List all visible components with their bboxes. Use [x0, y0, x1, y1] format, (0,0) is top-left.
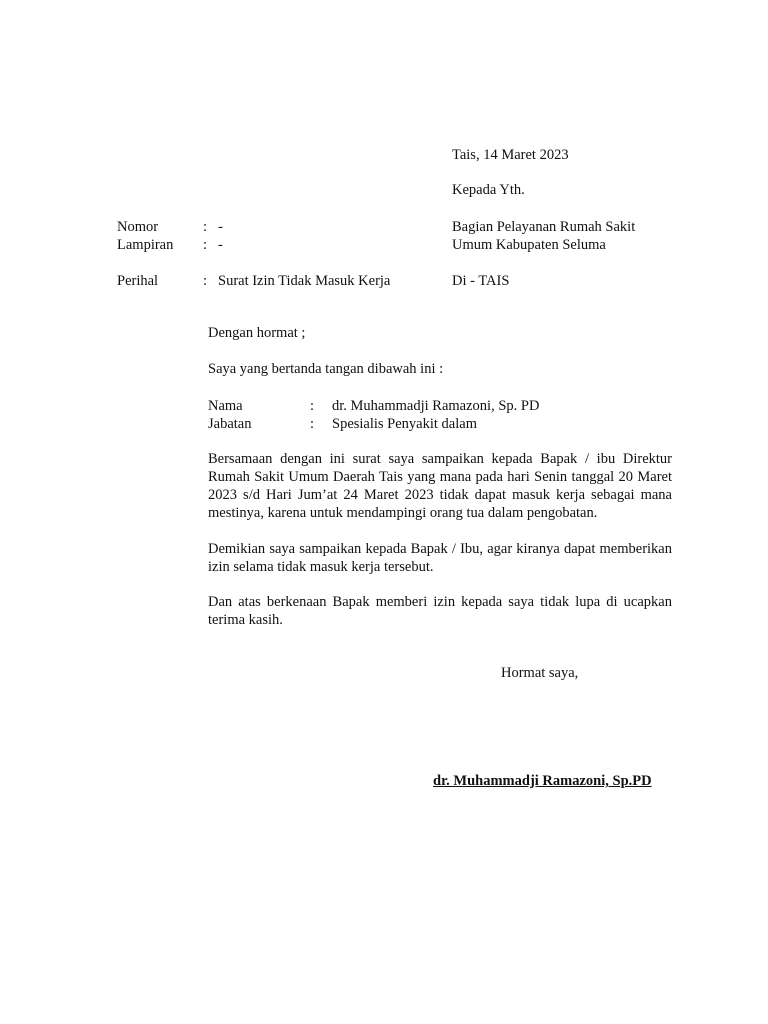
lampiran-colon: : [203, 237, 208, 253]
nama-value: dr. Muhammadji Ramazoni, Sp. PD [332, 398, 540, 414]
addressee-line-2: Umum Kabupaten Seluma [452, 237, 606, 253]
jabatan-value: Spesialis Penyakit dalam [332, 416, 477, 432]
perihal-value: Surat Izin Tidak Masuk Kerja [218, 273, 391, 289]
place-date: Tais, 14 Maret 2023 [452, 147, 569, 163]
nama-label: Nama [208, 398, 243, 414]
addressee-location: Di - TAIS [452, 273, 510, 289]
lampiran-label: Lampiran [117, 237, 174, 253]
intro-line: Saya yang bertanda tangan dibawah ini : [208, 361, 444, 377]
nama-colon: : [310, 398, 315, 414]
paragraph-3: Dan atas berkenaan Bapak memberi izin kepada saya tidak lupa di ucapkan terima kasih. [208, 594, 672, 628]
nomor-label: Nomor [117, 219, 159, 235]
nomor-colon: : [203, 219, 208, 235]
greeting: Dengan hormat ; [208, 325, 306, 341]
closing-salutation: Hormat saya, [501, 665, 579, 681]
paragraph-1: Bersamaan dengan ini surat saya sampaikan kepada Bapak / ibu Direktur Rumah Sakit Umum Daerah Tais yang mana pada hari Senin tanggal 20 Maret 2023 s/d Hari Jum’at 24 Maret 2023 tidak dapat masuk kerja sebagai mana mestinya, karena untuk mendampingi orang tua dalam pengobatan. [208, 451, 672, 521]
jabatan-label: Jabatan [208, 416, 252, 432]
lampiran-value: - [218, 237, 223, 253]
jabatan-colon: : [310, 416, 315, 432]
signatory-name: dr. Muhammadji Ramazoni, Sp.PD [433, 773, 652, 789]
addressee-intro: Kepada Yth. [452, 182, 525, 198]
addressee-line-1: Bagian Pelayanan Rumah Sakit [452, 219, 636, 235]
perihal-colon: : [203, 273, 208, 289]
paragraph-2: Demikian saya sampaikan kepada Bapak / Ibu, agar kiranya dapat memberikan izin selama tidak masuk kerja tersebut. [208, 541, 672, 575]
perihal-label: Perihal [117, 273, 159, 289]
nomor-value: - [218, 219, 223, 235]
